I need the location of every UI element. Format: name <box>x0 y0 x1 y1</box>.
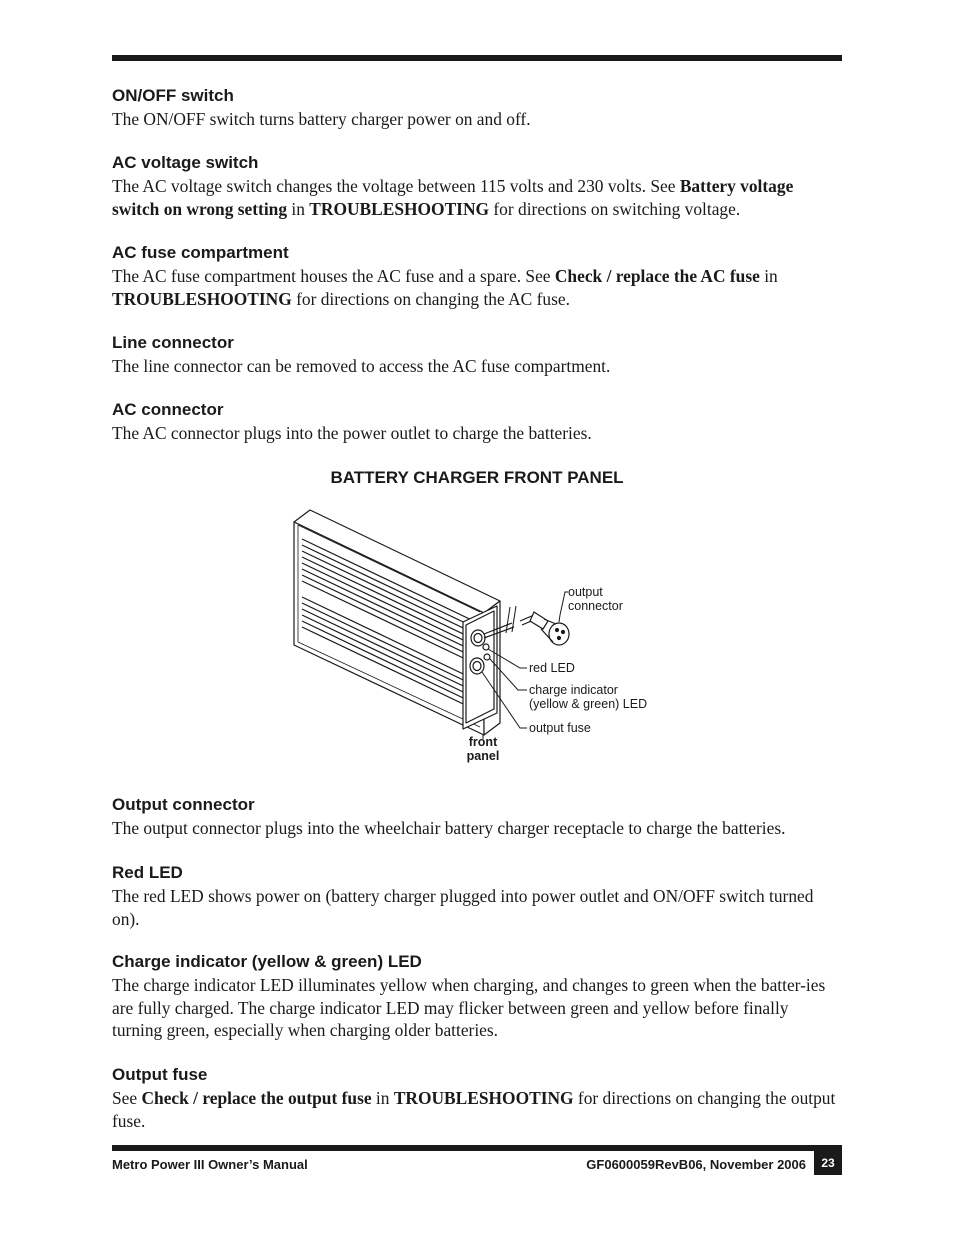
label-front-panel: front <box>468 735 498 749</box>
cross-reference: Battery voltage switch on wrong setting <box>112 176 794 219</box>
section-heading: AC connector <box>112 400 224 419</box>
cross-reference: Check / replace the output fuse <box>141 1088 372 1108</box>
footer-document-id: GF0600059RevB06, November 2006 <box>586 1157 806 1172</box>
section-heading: Red LED <box>112 863 183 882</box>
label-front-panel-2: panel <box>466 749 500 763</box>
charger-diagram <box>280 505 680 775</box>
label-charge-indicator-2: (yellow & green) LED <box>529 697 648 711</box>
cross-reference: Check / replace the AC fuse <box>554 266 760 286</box>
figure-title: BATTERY CHARGER FRONT PANEL <box>330 468 624 487</box>
bottom-rule <box>112 1145 842 1151</box>
section-heading: AC voltage switch <box>112 153 259 172</box>
section-heading: ON/OFF switch <box>112 86 234 105</box>
label-output-connector: output <box>568 585 603 599</box>
section-output-fuse <box>112 1065 842 1132</box>
section-red-led <box>112 863 842 930</box>
section-ac-connector <box>112 400 842 445</box>
section-on-off-switch <box>112 86 842 131</box>
troubleshooting-reference: TROUBLESHOOTING <box>309 198 490 219</box>
section-ac-fuse-compartment <box>112 243 842 310</box>
section-heading: Charge indicator (yellow & green) LED <box>112 952 422 971</box>
section-body: See Check / replace the output fuse in TROUBLESHOOTING for directions on changing the output fuse. <box>112 1088 836 1131</box>
footer-manual-title: Metro Power III Owner’s Manual <box>112 1157 308 1172</box>
label-output-fuse: output fuse <box>529 721 591 735</box>
section-heading: Output connector <box>112 795 255 814</box>
section-output-connector <box>112 795 842 840</box>
charger-illustration <box>280 505 680 775</box>
label-charge-indicator: charge indicator <box>529 683 618 697</box>
label-red-led: red LED <box>529 661 575 675</box>
troubleshooting-reference: TROUBLESHOOTING <box>393 1088 574 1108</box>
section-heading: Output fuse <box>112 1065 208 1084</box>
charger-body <box>294 510 500 735</box>
section-body: The AC connector plugs into the power outlet to charge the batteries. <box>112 423 592 443</box>
section-heading: Line connector <box>112 333 234 352</box>
section-body: The red LED shows power on (battery charger plugged into power outlet and ON/OFF switch turned on). <box>112 886 814 929</box>
section-charge-indicator-led <box>112 952 842 1042</box>
page-number: 23 <box>814 1151 842 1175</box>
label-output-connector-2: connector <box>568 599 623 613</box>
section-body: The charge indicator LED illuminates yellow when charging, and changes to green when the batter-ies are fully charged. The charge indicator LED may flicker between green and yellow before finally turning green, especially when charging older batteries. <box>112 975 826 1040</box>
top-rule <box>112 55 842 61</box>
section-body: The AC voltage switch changes the voltage between 115 volts and 230 volts. See Battery voltage switch on wrong setting in TROUBLESHOOTING for directions on switching voltage. <box>112 176 794 219</box>
troubleshooting-reference: TROUBLESHOOTING <box>112 288 292 309</box>
section-body: The AC fuse compartment houses the AC fuse and a spare. See Check / replace the AC fuse in TROUBLESHOOTING for directions on changing the AC fuse. <box>112 266 778 309</box>
section-ac-voltage-switch <box>112 153 842 220</box>
section-body: The output connector plugs into the wheelchair battery charger receptacle to charge the batteries. <box>112 818 786 838</box>
section-heading: AC fuse compartment <box>112 243 289 262</box>
section-body: The ON/OFF switch turns battery charger power on and off. <box>112 109 531 129</box>
section-line-connector <box>112 333 842 378</box>
section-body: The line connector can be removed to access the AC fuse compartment. <box>112 356 611 376</box>
